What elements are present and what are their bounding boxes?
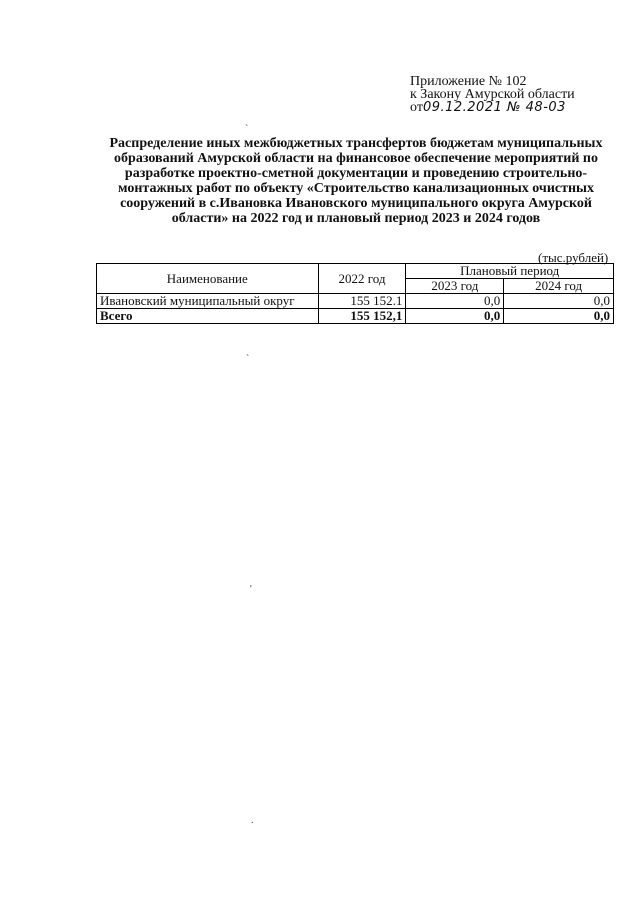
total-name: Всего — [97, 309, 319, 324]
header-planned-period: Плановый период — [406, 264, 614, 279]
appendix-number: Приложение № 102 — [410, 74, 527, 89]
scan-speck: ` — [246, 354, 250, 365]
row-2024: 0,0 — [504, 294, 614, 309]
total-2023: 0,0 — [406, 309, 504, 324]
document-title: Распределение иных межбюджетных трансфертов бюджетам муниципальных образований Амурской области на финансовое обеспечение мероприятий по разработке проектно-сметной документации и проведению строительно-монтажных работ по объекту «Строительство канализационных очистных сооружений в с.Ивановка Ивановского муниципального округа Амурской области» на 2022 год и плановый период 2023 и 2024 годов — [109, 136, 603, 226]
appendix-date-line — [410, 101, 575, 114]
row-2022: 155 152.1 — [318, 294, 406, 309]
appendix-law-ref: к Закону Амурской области — [410, 87, 575, 102]
header-name: Наименование — [97, 264, 319, 294]
appendix-header — [410, 75, 575, 114]
header-2024: 2024 год — [504, 279, 614, 294]
scan-speck: ` — [245, 124, 249, 135]
appendix-date-prefix: от — [410, 100, 423, 115]
scan-speck: . — [251, 815, 254, 826]
table-row — [97, 294, 614, 309]
header-2022: 2022 год — [318, 264, 406, 294]
unit-label: (тыс.рублей) — [538, 250, 609, 265]
scan-speck: ' — [250, 584, 252, 595]
table-total-row — [97, 309, 614, 324]
total-2024: 0,0 — [504, 309, 614, 324]
row-name: Ивановский муниципальный округ — [97, 294, 319, 309]
total-2022: 155 152,1 — [318, 309, 406, 324]
handwritten-date: 09.12.2021 № 48-03 — [422, 100, 566, 115]
table-header-row — [97, 264, 614, 279]
row-2023: 0,0 — [406, 294, 504, 309]
transfers-table — [96, 263, 614, 324]
header-2023: 2023 год — [406, 279, 504, 294]
